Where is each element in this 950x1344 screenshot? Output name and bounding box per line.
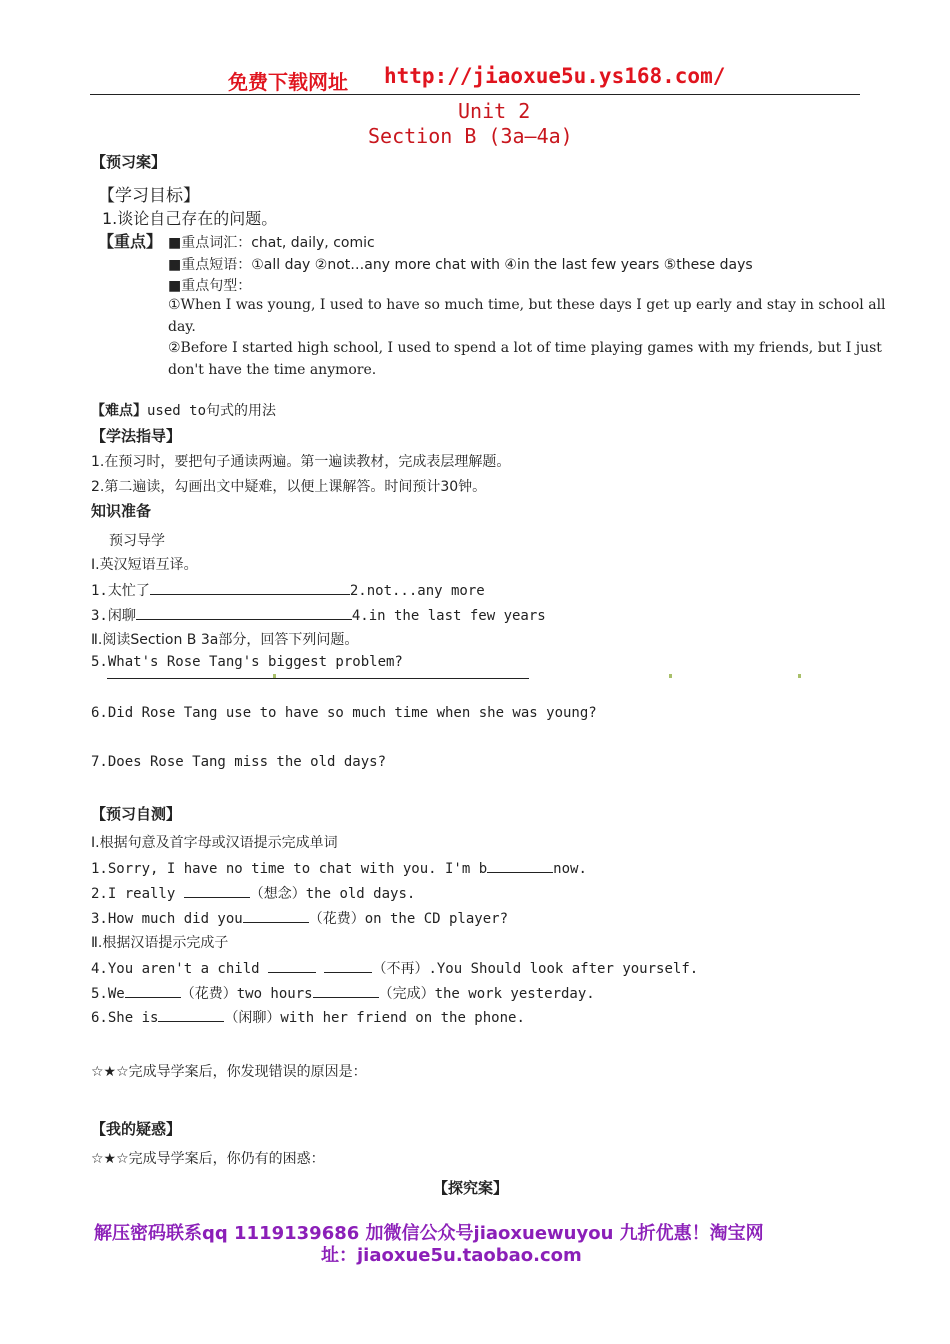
question-3-label: 3.闲聊	[91, 608, 136, 624]
key-points-label: 【重点】	[98, 232, 163, 251]
question-row-1-2	[91, 580, 485, 600]
test-4-blank-a[interactable]	[268, 958, 316, 973]
test-2-text: 2.I really	[91, 886, 176, 902]
test-5-text: 5.We	[91, 986, 125, 1002]
test-6-blank[interactable]	[158, 1007, 224, 1022]
goal-item-1: 1.谈论自己存在的问题。	[102, 209, 278, 228]
test-item-3	[91, 908, 508, 928]
reading-heading: Ⅱ.阅读Section B 3a部分，回答下列问题。	[91, 632, 359, 648]
reflection-prompt: ☆★☆完成导学案后，你发现错误的原因是：	[91, 1064, 367, 1080]
answer-blank-1[interactable]	[150, 580, 350, 595]
test-2-text-end: （想念）the old days.	[249, 886, 416, 902]
test-item-5	[91, 983, 595, 1003]
scan-mark	[798, 674, 801, 678]
question-5: 5.What's Rose Tang's biggest problem?	[91, 654, 403, 670]
test-5-text-end: （完成）the work yesterday.	[378, 986, 595, 1002]
test-item-4	[91, 958, 698, 978]
explore-heading: 【探究案】	[433, 1179, 509, 1197]
method-heading: 【学法指导】	[91, 427, 182, 445]
preview-heading: 【预习案】	[91, 153, 167, 171]
difficult-label: 【难点】	[91, 403, 147, 419]
key-sentence-1: ①When I was young, I used to have so much time, but these days I get up early and stay in school all	[168, 297, 886, 313]
doubts-heading: 【我的疑惑】	[91, 1120, 182, 1138]
test-4-blank-b[interactable]	[324, 958, 372, 973]
self-test-part2-heading: Ⅱ.根据汉语提示完成子	[91, 935, 229, 951]
test-1-text-end: now.	[553, 861, 587, 877]
test-2-blank[interactable]	[184, 883, 250, 898]
question-4-label: 4.in the last few years	[351, 608, 546, 624]
test-3-text-end: （花费）on the CD player?	[308, 911, 509, 927]
header-free-download: 免费下载网址	[228, 70, 348, 94]
method-item-2: 2.第二遍读，勾画出文中疑难，以便上课解答。时间预计30钟。	[91, 479, 487, 495]
test-5-text-mid: （花费）two hours	[180, 986, 313, 1002]
footer-line-2[interactable]: 址：jiaoxue5u.taobao.com	[321, 1245, 582, 1266]
test-6-text-end: （闲聊）with her friend on the phone.	[224, 1010, 525, 1026]
question-6: 6.Did Rose Tang use to have so much time when she was young?	[91, 705, 597, 721]
test-3-text: 3.How much did you	[91, 911, 243, 927]
test-4-text-end: （不再）.You Should look after yourself.	[372, 961, 699, 977]
scan-mark	[273, 674, 276, 678]
knowledge-heading: 知识准备	[91, 502, 152, 520]
key-sentences-label: ■重点句型：	[168, 278, 252, 294]
section-title: Section B (3a—4a)	[368, 124, 573, 148]
guide-heading: 预习导学	[109, 533, 165, 549]
test-5-blank-a[interactable]	[125, 983, 181, 998]
test-5-blank-b[interactable]	[313, 983, 379, 998]
doubts-prompt: ☆★☆完成导学案后，你仍有的困惑：	[91, 1151, 325, 1167]
question-7: 7.Does Rose Tang miss the old days?	[91, 754, 387, 770]
key-sentence-2-cont: don't have the time anymore.	[168, 362, 377, 378]
unit-title: Unit 2	[458, 99, 531, 123]
difficult-text: used to句式的用法	[147, 403, 277, 419]
footer-line-1: 解压密码联系qq 1119139686 加微信公众号jiaoxuewuyou 九折优惠！淘宝网	[94, 1223, 764, 1244]
test-3-blank[interactable]	[243, 908, 309, 923]
question-2-label: 2.not...any more	[349, 583, 485, 599]
answer-blank-3[interactable]	[136, 605, 352, 620]
key-sentence-1-cont: day.	[168, 319, 196, 335]
test-6-text: 6.She is	[91, 1010, 159, 1026]
scan-mark	[669, 674, 672, 678]
answer-line-5[interactable]	[107, 678, 529, 679]
self-test-part1-heading: Ⅰ.根据句意及首字母或汉语提示完成单词	[91, 835, 338, 851]
question-row-3-4	[91, 605, 546, 625]
test-1-text: 1.Sorry, I have no time to chat with you. I'm b	[91, 861, 488, 877]
test-item-2	[91, 883, 415, 903]
header-divider	[90, 94, 860, 95]
key-phrases: ■重点短语：①all day ②not…any more chat with ④in the last few years ⑤these days	[168, 257, 753, 273]
question-1-label: 1.太忙了	[91, 583, 150, 599]
test-item-6	[91, 1007, 525, 1027]
test-1-blank[interactable]	[487, 858, 553, 873]
self-test-heading: 【预习自测】	[91, 805, 182, 823]
test-4-text: 4.You aren't a child	[91, 961, 260, 977]
key-vocabulary: ■重点词汇：chat, daily, comic	[168, 235, 375, 251]
key-sentence-2: ②Before I started high school, I used to spend a lot of time playing games with my friends, but I just	[168, 340, 882, 356]
translation-heading: Ⅰ.英汉短语互译。	[91, 557, 198, 573]
test-item-1	[91, 858, 587, 877]
header-url-link[interactable]: http://jiaoxue5u.ys168.com/	[384, 64, 726, 88]
goal-heading: 【学习目标】	[98, 186, 200, 206]
method-item-1: 1.在预习时，要把句子通读两遍。第一遍读教材，完成表层理解题。	[91, 454, 511, 470]
